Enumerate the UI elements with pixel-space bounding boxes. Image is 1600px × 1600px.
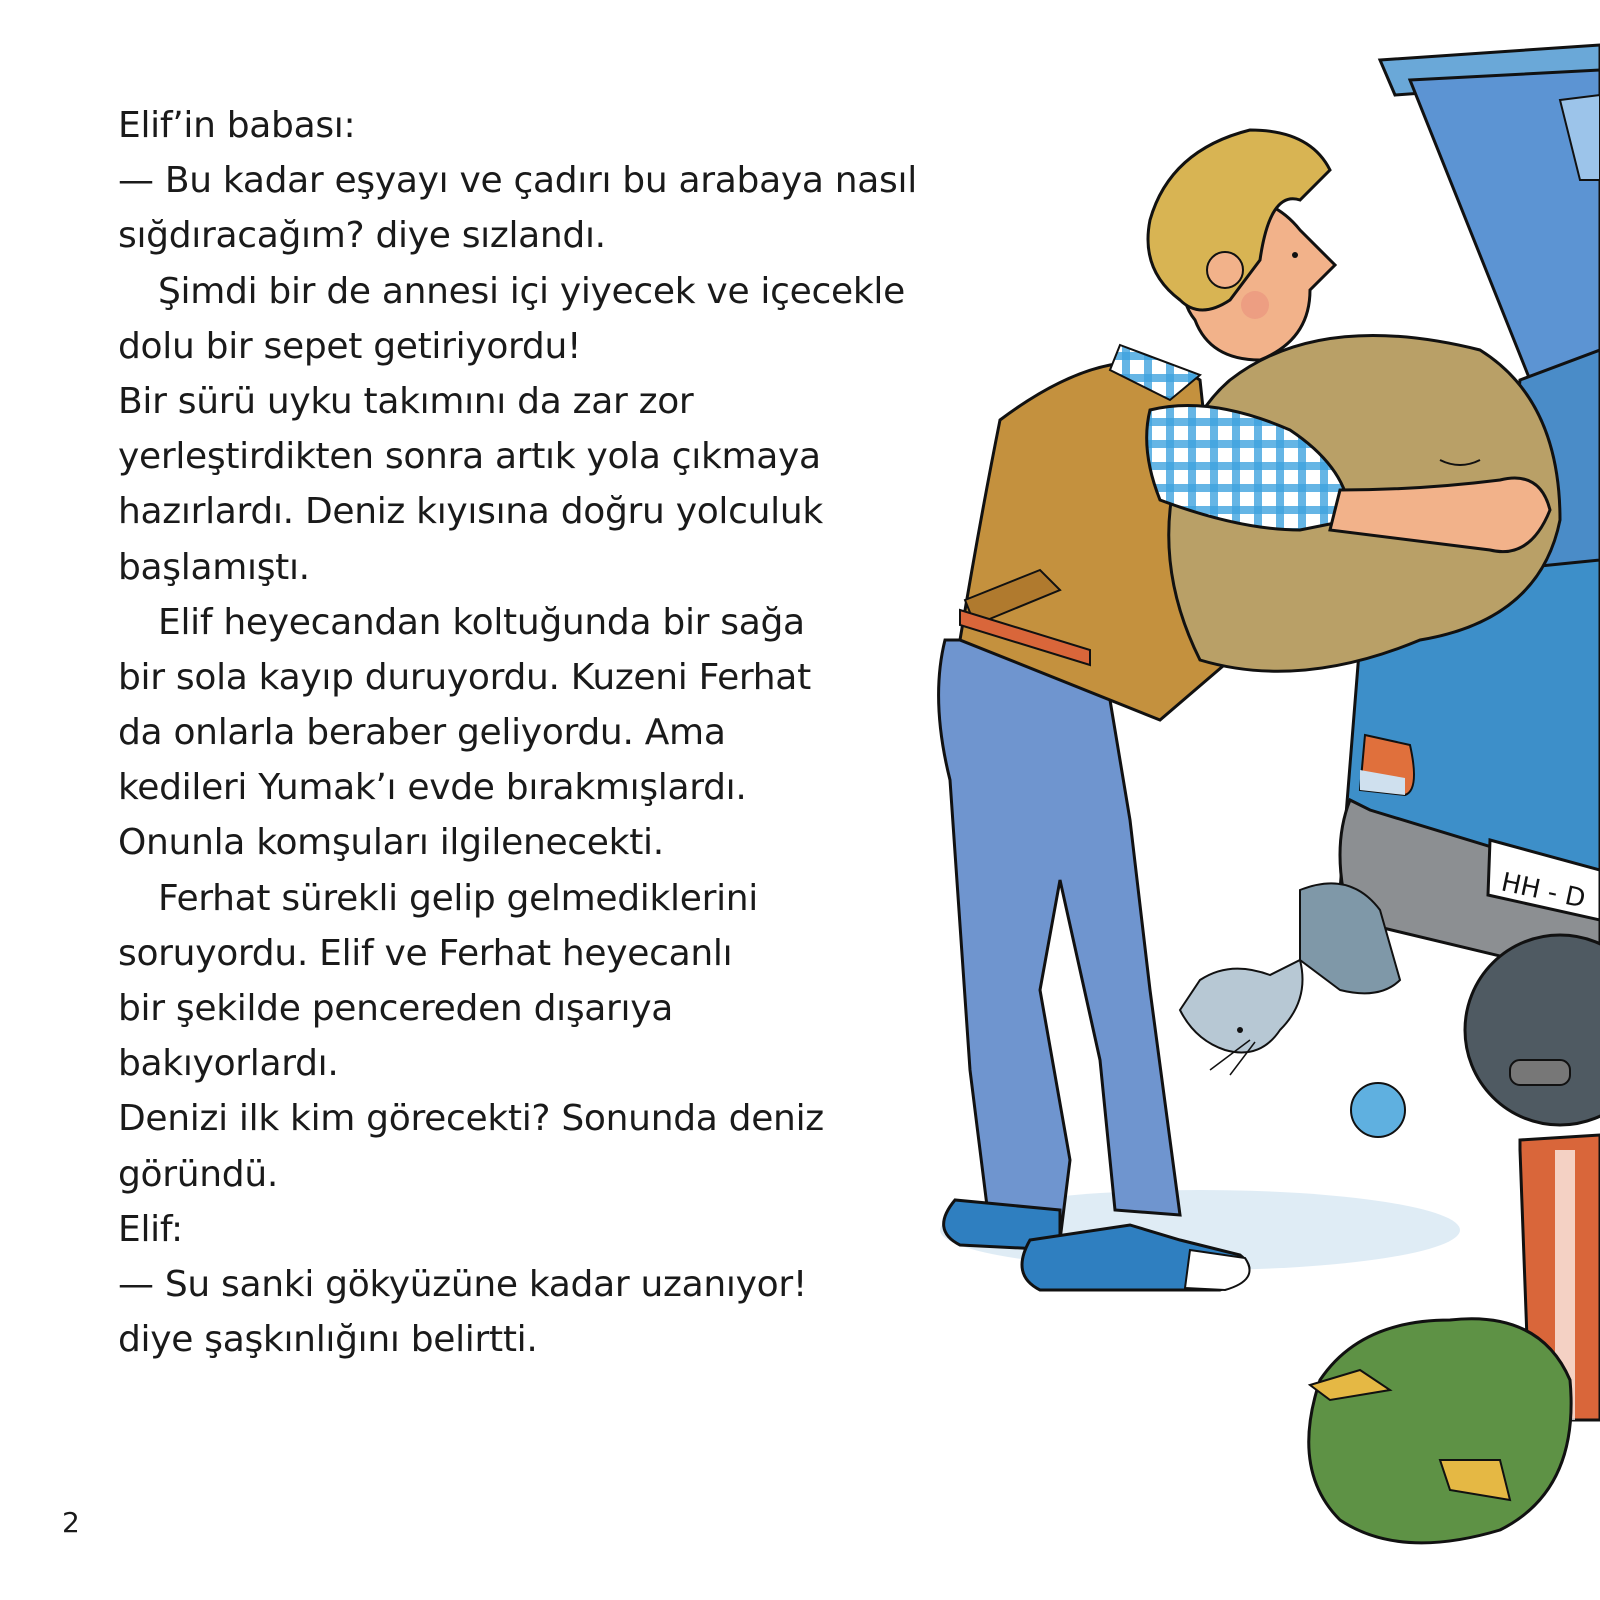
text-line: — Su sanki gökyüzüne kadar uzanıyor! [118, 1263, 807, 1305]
text-line: da onlarla beraber geliyordu. Ama [118, 712, 726, 754]
text-line: Elif: [118, 1208, 183, 1250]
text-line: bir sola kayıp duruyordu. Kuzeni Ferhat [118, 656, 811, 698]
text-line: kedileri Yumak’ı evde bırakmışlardı. [118, 767, 747, 809]
text-line: hazırlardı. Deniz kıyısına doğru yolculuk [118, 491, 823, 533]
text-line: bakıyorlardı. [118, 1043, 339, 1085]
illustration [900, 0, 1600, 1600]
text-line: Bir sürü uyku takımını da zar zor [118, 380, 694, 422]
text-line: Elif’in babası: [118, 105, 356, 146]
text-line: dolu bir sepet getiriyordu! [118, 325, 582, 367]
text-line: Ferhat sürekli gelip gelmediklerini [158, 877, 759, 919]
page-number: 2 [62, 1506, 80, 1539]
text-line: Şimdi bir de annesi içi yiyecek ve içecekle [158, 270, 905, 312]
cat-icon [1180, 883, 1400, 1075]
text-line: sığdıracağım? diye sızlandı. [118, 215, 606, 257]
ball-icon [1351, 1083, 1405, 1137]
text-line: göründü. [118, 1153, 279, 1195]
text-line: bir şekilde pencereden dışarıya [118, 988, 674, 1029]
text-line: yerleştirdikten sonra artık yola çıkmaya [118, 436, 821, 478]
text-line: — Bu kadar eşyayı ve çadırı bu arabaya nasıl [118, 160, 917, 202]
text-line: diye şaşkınlığını belirtti. [118, 1319, 538, 1361]
backpack-icon [1309, 1319, 1571, 1543]
text-line: Elif heyecandan koltuğunda bir sağa [158, 601, 805, 643]
text-line: Denizi ilk kim görecekti? Sonunda deniz [118, 1098, 824, 1140]
head [1148, 130, 1335, 360]
text-line: soruyordu. Elif ve Ferhat heyecanlı [118, 932, 733, 974]
text-line: başlamıştı. [118, 546, 310, 588]
text-line: Onunla komşuları ilgilenecekti. [118, 822, 664, 864]
svg-text:HH - D: HH - D [1498, 867, 1588, 915]
story-text [118, 98, 1018, 1367]
